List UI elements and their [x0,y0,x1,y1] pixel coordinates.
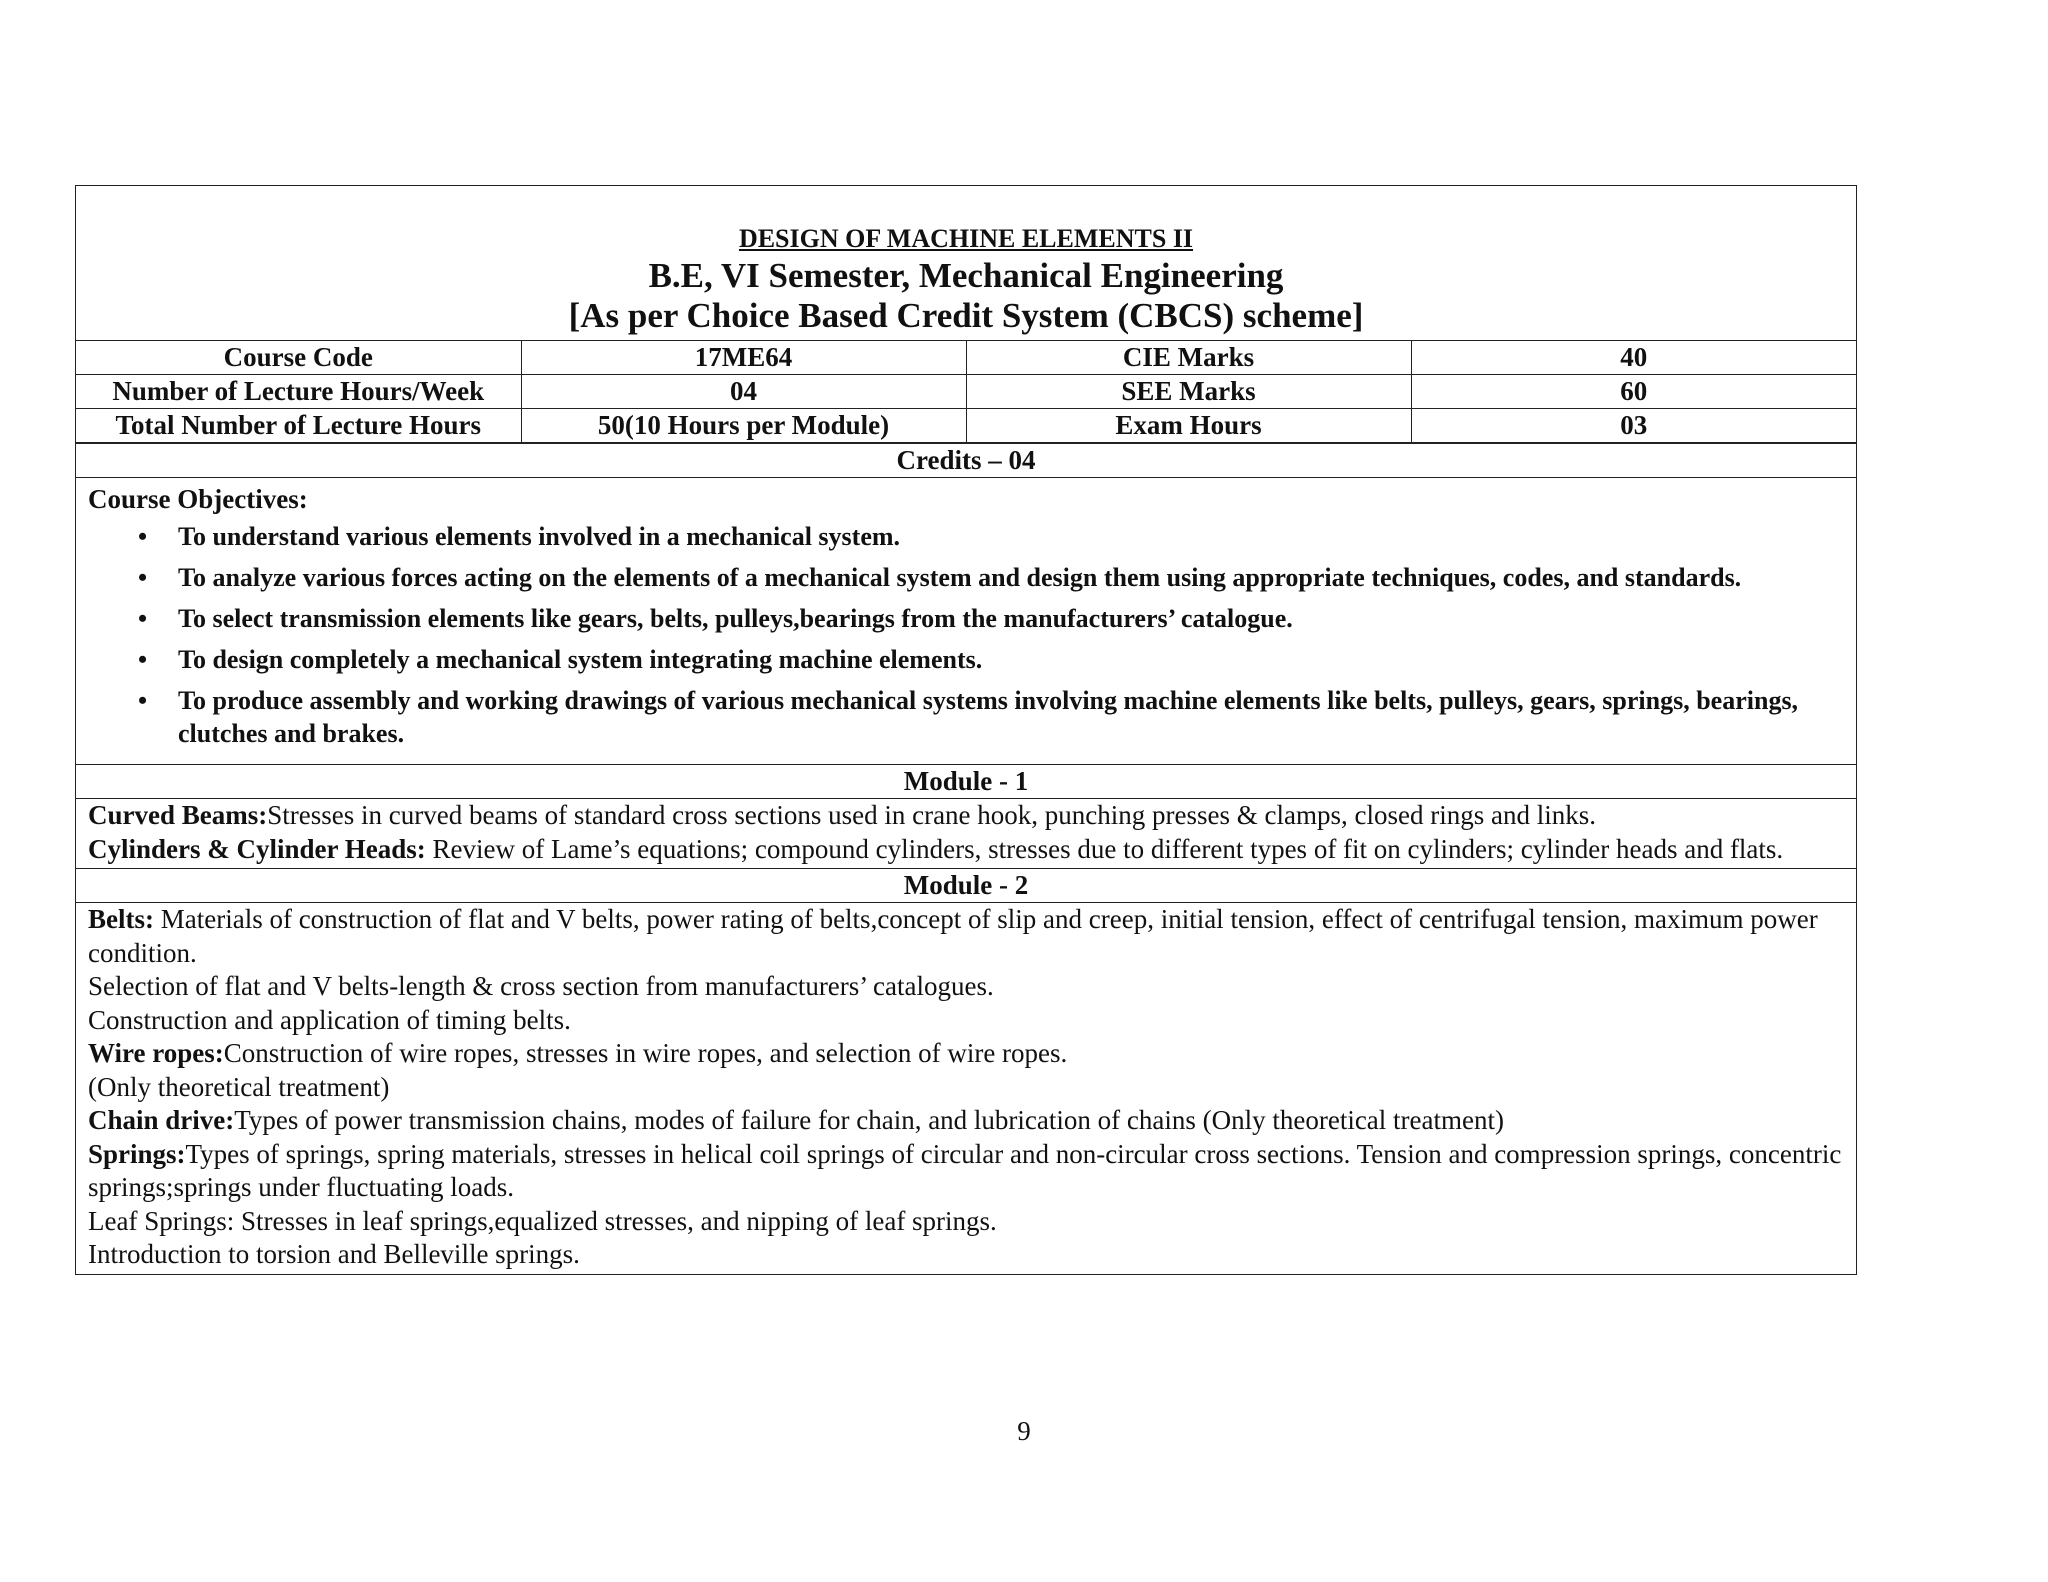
table-row [76,375,1856,409]
see-marks-label: SEE Marks [966,375,1411,409]
bullet-icon: • [138,686,148,715]
chain-drive-text: Types of power transmission chains, modes of failure for chain, and lubrication of chains (Only theoretical treatment) [234,1105,1504,1135]
exam-hours-label: Exam Hours [966,409,1411,443]
list-item: • To design completely a mechanical system integrating machine elements. [138,645,983,674]
wire-ropes-text: Construction of wire ropes, stresses in wire ropes, and selection of wire ropes. [223,1038,1068,1068]
module-1-heading: Module - 1 [76,764,1856,798]
list-item: • To produce assembly and working drawings of various mechanical systems involving machine elements like belts, pulleys, gears, springs, bearings, clutches and brakes. [138,686,1799,748]
list-item: • To analyze various forces acting on the elements of a mechanical system and design them using appropriate techniques, codes, and standards. [138,563,1742,592]
total-lecture-hours-label: Total Number of Lecture Hours [76,409,521,443]
cylinders-label: Cylinders & Cylinder Heads: [88,833,426,864]
cylinders-text: Review of Lame’s equations; compound cylinders, stresses due to different types of fit on cylinders; cylinder heads and flats. [425,833,1784,864]
objectives-title: Course Objectives: [88,484,308,514]
belts-label: Belts: [88,904,154,934]
cie-marks-label: CIE Marks [966,341,1411,375]
list-item: • To select transmission elements like gears, belts, pulleys,bearings from the manufacturers’ catalogue. [138,604,1293,633]
program-line: B.E, VI Semester, Mechanical Engineering [648,256,1284,295]
course-objectives [76,477,1856,764]
belts-text: Materials of construction of flat and V belts, power rating of belts,concept of slip and creep, initial tension, effect of centrifugal tension, maximum power condition. [88,904,1818,968]
chain-drive-label: Chain drive: [88,1105,235,1135]
syllabus-frame [75,185,1857,1275]
course-meta-table [76,340,1856,443]
wire-ropes-label: Wire ropes: [88,1038,224,1068]
belt-selection-text: Selection of flat and V belts-length & cross section from manufacturers’ catalogues. [88,971,994,1001]
bullet-icon: • [138,563,148,592]
lecture-hours-week-value: 04 [521,375,966,409]
course-title: DESIGN OF MACHINE ELEMENTS II [738,224,1194,253]
total-lecture-hours-value: 50(10 Hours per Module) [521,409,966,443]
list-item: • To understand various elements involved in a mechanical system. [138,522,901,551]
objectives-list [88,520,1844,750]
lecture-hours-week-label: Number of Lecture Hours/Week [76,375,521,409]
theoretical-note: (Only theoretical treatment) [88,1071,390,1102]
springs-text: Types of springs, spring materials, stresses in helical coil springs of circular and non-circular cross sections. Tension and compression springs, concentric springs;springs under fluctuating loads. [88,1138,1842,1202]
syllabus-header [76,186,1856,340]
cie-marks-value: 40 [1411,341,1856,375]
curved-beams-label: Curved Beams: [88,800,268,830]
leaf-springs-text: Leaf Springs: Stresses in leaf springs,equalized stresses, and nipping of leaf springs. [88,1205,997,1236]
scheme-line: [As per Choice Based Credit System (CBCS) scheme] [568,296,1364,335]
timing-belts-text: Construction and application of timing belts. [88,1004,571,1035]
table-row [76,409,1856,443]
bullet-icon: • [138,522,148,551]
course-code-value: 17ME64 [521,341,966,375]
module-2-content [76,902,1856,1274]
exam-hours-value: 03 [1411,409,1856,443]
torsion-springs-text: Introduction to torsion and Belleville springs. [88,1239,580,1269]
page-number: 9 [1017,1416,1031,1446]
module-1-content [76,798,1856,868]
see-marks-value: 60 [1411,375,1856,409]
credits-row: Credits – 04 [76,443,1856,477]
module-2-heading: Module - 2 [76,868,1856,902]
course-code-label: Course Code [76,341,521,375]
bullet-icon: • [138,645,148,674]
bullet-icon: • [138,604,148,633]
curved-beams-text: Stresses in curved beams of standard cross sections used in crane hook, punching presses & clamps, closed rings and links. [267,800,1596,830]
table-row [76,341,1856,375]
springs-label: Springs: [88,1138,186,1169]
